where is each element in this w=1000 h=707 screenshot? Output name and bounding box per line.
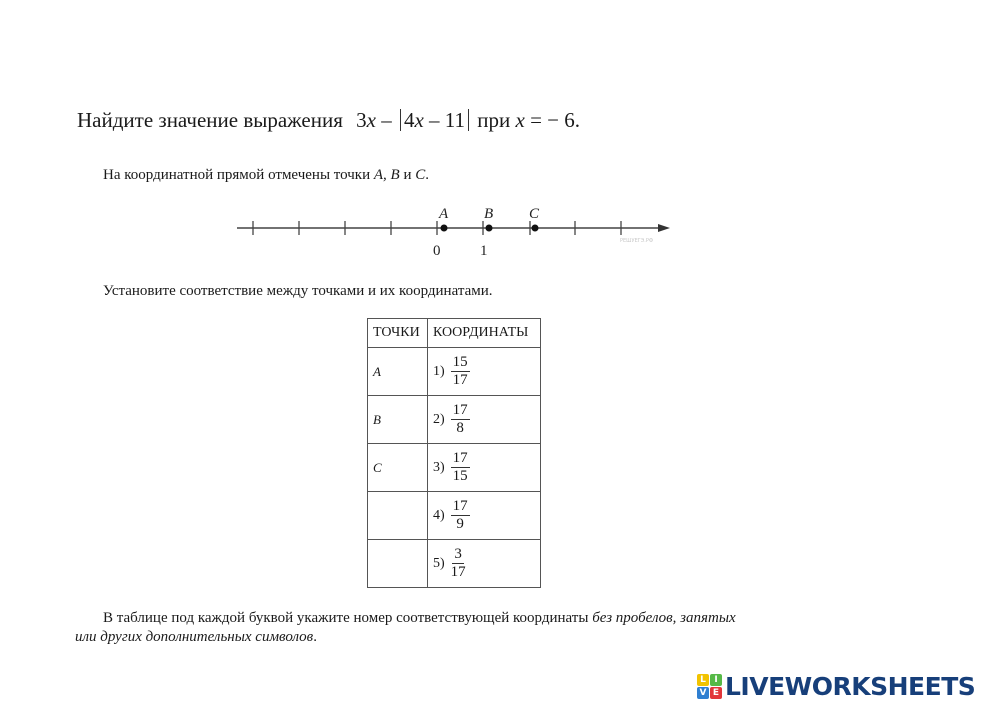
- fraction: $\frac{17}{15}$: [452, 450, 468, 484]
- answer-instruction-line2: или других дополнительных символов.: [75, 629, 317, 645]
- coordinate-cell: [428, 540, 541, 588]
- fraction: $\frac{3}{17}$: [450, 546, 466, 580]
- watermark: РЕШУЕГЭ.РФ: [620, 238, 654, 244]
- coordinate-cell: [428, 492, 541, 540]
- point-cell: [368, 492, 428, 540]
- point-a-dot: [441, 225, 448, 232]
- liveworksheets-logo: [697, 672, 975, 701]
- table-row: [368, 492, 541, 540]
- table-row: [368, 540, 541, 588]
- arrow-icon: [658, 224, 670, 232]
- math-expression: 3x – 4x – 11 при x = − 6.: [356, 108, 581, 132]
- option-number: 5): [433, 555, 445, 571]
- option-number: 2): [433, 411, 445, 427]
- table-row: [368, 348, 541, 396]
- header-points: ТОЧКИ: [368, 319, 428, 348]
- abs-bar-left: [400, 109, 401, 131]
- point-cell: A: [368, 348, 428, 396]
- point-a-label: A: [439, 206, 449, 222]
- tick-label-1: 1: [480, 243, 488, 259]
- logo-icon: L I V E: [697, 674, 722, 699]
- tick-label-0: 0: [433, 243, 441, 259]
- table-header-row: [368, 319, 541, 348]
- option-number: 4): [433, 507, 445, 523]
- logo-wordmark: LIVEWORKSHEETS: [725, 672, 976, 701]
- point-cell: B: [368, 396, 428, 444]
- point-c-label: C: [529, 206, 540, 222]
- point-b-label: B: [484, 206, 494, 222]
- header-coordinates: КООРДИНАТЫ: [428, 319, 541, 348]
- coordinate-cell: [428, 444, 541, 492]
- abs-bar-right: [468, 109, 469, 131]
- point-cell: [368, 540, 428, 588]
- table-row: [368, 444, 541, 492]
- option-number: 3): [433, 459, 445, 475]
- task2-intro: На координатной прямой отмечены точки A, B и C.: [103, 167, 429, 183]
- point-b-dot: [486, 225, 493, 232]
- number-line: [230, 200, 690, 265]
- fraction: $\frac{15}{17}$: [452, 354, 468, 388]
- point-cell: C: [368, 444, 428, 492]
- table-row: [368, 396, 541, 444]
- task-title: [77, 108, 580, 133]
- coordinate-cell: [428, 348, 541, 396]
- matching-table: [367, 318, 541, 588]
- task-title-text: Найдите значение выражения: [77, 108, 343, 132]
- fraction: $\frac{17}{8}$: [452, 402, 468, 436]
- task2-instruction: Установите соответствие между точками и их координатами.: [103, 283, 493, 299]
- coordinate-cell: [428, 396, 541, 444]
- option-number: 1): [433, 363, 445, 379]
- fraction: $\frac{17}{9}$: [452, 498, 468, 532]
- answer-instruction-line1: В таблице под каждой буквой укажите номер соответствующей координаты без пробелов, запятых: [103, 610, 736, 626]
- point-c-dot: [532, 225, 539, 232]
